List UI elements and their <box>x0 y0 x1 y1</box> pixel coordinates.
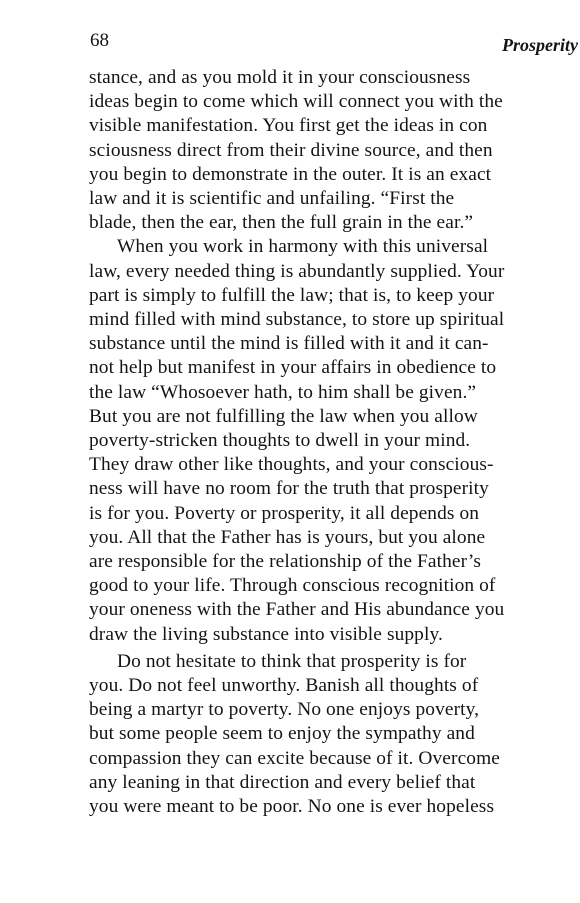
text-line: blade, then the ear, then the full grain in the ear.” <box>89 212 474 234</box>
running-head-title: Prosperity <box>502 35 578 55</box>
text-line: you were meant to be poor. No one is ever hopeless <box>89 796 495 818</box>
text-line: you. All that the Father has is yours, but you alone <box>89 526 486 548</box>
text-line: visible manifestation. You first get the ideas in con <box>89 115 488 137</box>
page-number: 68 <box>90 30 109 51</box>
text-line: good to your life. Through conscious recognition of <box>89 575 496 597</box>
text-line: When you work in harmony with this universal <box>117 236 489 258</box>
body-text <box>89 66 580 819</box>
text-line: Do not hesitate to think that prosperity is for <box>117 650 467 672</box>
text-line: ness will have no room for the truth that prosperity <box>89 478 489 500</box>
text-line: substance until the mind is filled with it and it can- <box>89 333 489 355</box>
text-line: any leaning in that direction and every belief that <box>89 771 476 793</box>
text-line: They draw other like thoughts, and your conscious- <box>89 454 494 476</box>
text-line: law and it is scientific and unfailing. “First the <box>89 188 455 210</box>
text-line: ideas begin to come which will connect you with the <box>89 91 503 113</box>
text-line: is for you. Poverty or prosperity, it all depends on <box>89 502 480 524</box>
text-line: draw the living substance into visible supply. <box>89 623 443 645</box>
paragraph-1 <box>89 66 580 235</box>
text-line: part is simply to fulfill the law; that is, to keep your <box>89 284 495 306</box>
text-line: compassion they can excite because of it. Overcome <box>89 747 500 769</box>
text-line: your oneness with the Father and His abundance you <box>89 599 505 621</box>
text-line: sciousness direct from their divine source, and then <box>89 139 493 161</box>
text-line: mind filled with mind substance, to store up spiritual <box>89 309 505 331</box>
text-line: you begin to demonstrate in the outer. It is an exact <box>89 163 492 185</box>
text-line: law, every needed thing is abundantly supplied. Your <box>89 260 505 282</box>
text-line: you. Do not feel unworthy. Banish all thoughts of <box>89 675 479 697</box>
text-line: not help but manifest in your affairs in obedience to <box>89 357 497 379</box>
text-line: the law “Whosoever hath, to him shall be given.” <box>89 381 477 403</box>
text-line: but some people seem to enjoy the sympathy and <box>89 723 475 745</box>
text-line: being a martyr to poverty. No one enjoys poverty, <box>89 699 480 721</box>
text-line: are responsible for the relationship of the Father’s <box>89 551 481 573</box>
paragraph-3 <box>89 650 580 819</box>
paragraph-2 <box>89 235 580 646</box>
text-line: poverty-stricken thoughts to dwell in your mind. <box>89 430 471 452</box>
text-line: But you are not fulfilling the law when you allow <box>89 405 478 427</box>
text-line: stance, and as you mold it in your consciousness <box>89 67 471 88</box>
